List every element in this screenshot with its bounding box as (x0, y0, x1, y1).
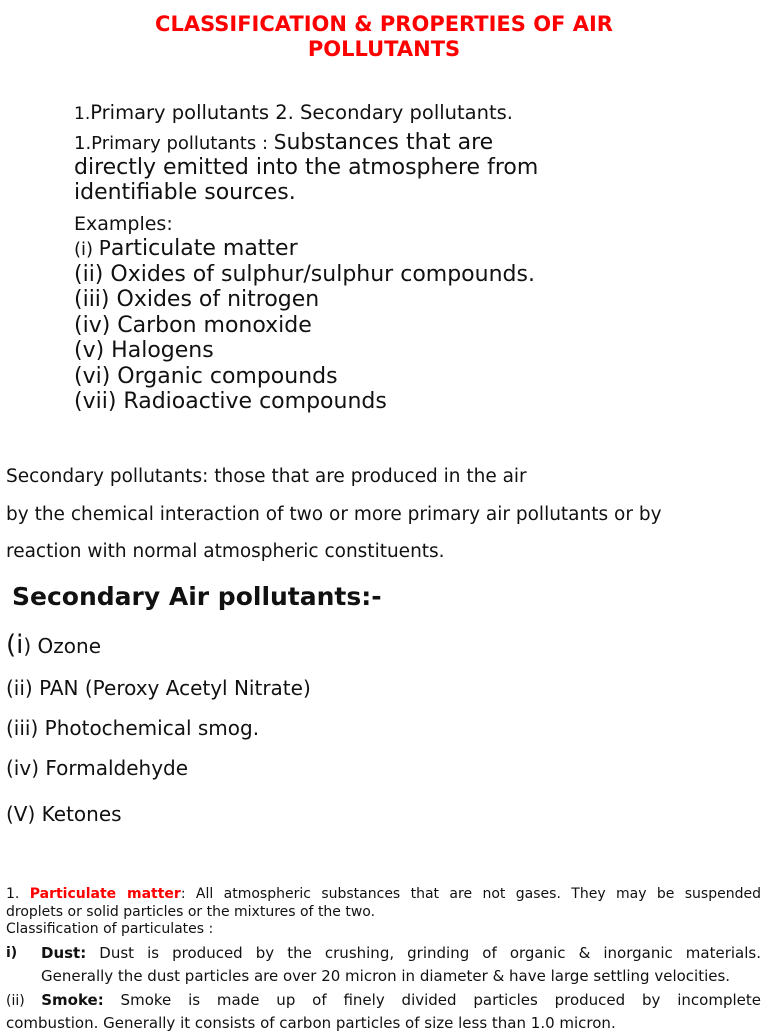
classification-label: Classification of particulates : (6, 921, 214, 937)
particulate-paragraph-line-1 (6, 886, 761, 903)
secondary-item-5: (V) Ketones (6, 802, 122, 826)
types-text: Primary pollutants 2. Secondary pollutants. (90, 101, 513, 124)
secondary-item-4: (iv) Formaldehyde (6, 756, 189, 780)
example-item-6: (vi) Organic compounds (74, 364, 338, 389)
secondary-definition-line-3: reaction with normal atmospheric constituents. (6, 541, 445, 562)
dust-term: Dust: (41, 944, 87, 962)
secondary-definition-line-1: Secondary pollutants: those that are produced in the air (6, 466, 527, 487)
particulate-paragraph-line-2: droplets or solid particles or the mixtures of the two. (6, 904, 376, 920)
example-item-1 (74, 236, 298, 261)
smoke-line-2: combustion. Generally it consists of carbon particles of size less than 1.0 micron. (6, 1014, 616, 1032)
secondary-item-1-prefix: (i (6, 630, 24, 660)
smoke-line-1 (6, 992, 761, 1010)
secondary-definition-line-2: by the chemical interaction of two or more primary air pollutants or by (6, 504, 662, 525)
example-1-prefix: (i) (74, 239, 99, 260)
secondary-item-2: (ii) PAN (Peroxy Acetyl Nitrate) (6, 676, 311, 700)
primary-def-s: S (273, 130, 287, 154)
example-1-rest: articulate matter (110, 236, 298, 261)
secondary-item-1 (6, 630, 101, 660)
examples-label: Examples: (74, 213, 173, 235)
pollutant-types-line (74, 101, 513, 124)
dust-line-2: Generally the dust particles are over 20 micron in diameter & have large settling velocities. (41, 967, 731, 985)
smoke-term: Smoke: (41, 991, 104, 1009)
primary-definition-line-1 (74, 130, 493, 155)
secondary-heading: Secondary Air pollutants:- (12, 582, 382, 611)
example-item-3: (iii) Oxides of nitrogen (74, 287, 320, 312)
primary-def-prefix: 1.Primary pollutants : (74, 133, 274, 154)
particulate-term: Particulate matter (29, 886, 181, 902)
example-1-p: P (98, 236, 111, 260)
types-number: 1. (74, 104, 91, 124)
example-item-7: (vii) Radioactive compounds (74, 389, 387, 414)
smoke-marker: (ii) (6, 993, 42, 1009)
primary-definition-line-3: identifiable sources. (74, 180, 296, 205)
title-line-1: CLASSIFICATION & PROPERTIES OF AIR (155, 12, 613, 36)
example-item-4: (iv) Carbon monoxide (74, 313, 312, 338)
example-item-5: (v) Halogens (74, 338, 214, 363)
dust-marker: i) (6, 945, 18, 961)
dust-line-1 (41, 945, 761, 962)
secondary-item-3: (iii) Photochemical smog. (6, 716, 260, 740)
secondary-item-1-rest: ) Ozone (23, 634, 101, 658)
title-line-2: POLLUTANTS (307, 37, 461, 61)
example-item-2: (ii) Oxides of sulphur/sulphur compounds. (74, 262, 535, 287)
particulate-line-1-rest: : All atmospheric substances that are not gases. They may be suspended (180, 886, 761, 902)
primary-definition-line-2: directly emitted into the atmosphere from (74, 155, 539, 180)
dust-line-1-rest: Dust is produced by the crushing, grinding of organic & inorganic materials. (86, 944, 761, 962)
primary-def-rest: ubstances that are (286, 130, 494, 155)
smoke-line-1-rest: Smoke is made up of finely divided particles produced by incomplete (103, 991, 762, 1009)
particulate-number: 1. (6, 886, 30, 902)
